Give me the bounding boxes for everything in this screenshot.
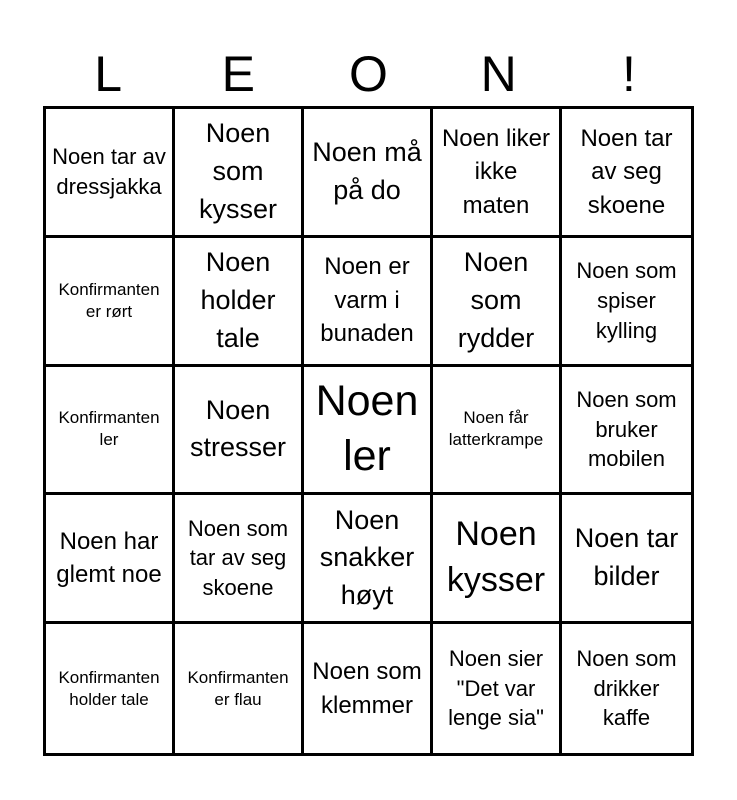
- cell-text: Noen som kysser: [198, 118, 277, 224]
- cell-text: Noen som tar av seg skoene: [187, 515, 289, 601]
- cell-text: Noen stresser: [189, 394, 287, 463]
- title-letter-4: N: [480, 46, 517, 102]
- bingo-cell-r2c2: [175, 238, 304, 367]
- bingo-cell-r4c3: [304, 495, 433, 624]
- bingo-cell-r2c5: [562, 238, 691, 367]
- bingo-cell-r4c1: [46, 495, 175, 624]
- bingo-cell-r3c5: [562, 367, 691, 496]
- bingo-cell-r5c3: [304, 624, 433, 753]
- cell-text: Noen liker ikke maten: [441, 124, 551, 219]
- cell-text: Noen tar av seg skoene: [580, 124, 673, 219]
- cell-text: Noen må på do: [312, 137, 422, 205]
- cell-text: Noen holder tale: [200, 247, 276, 353]
- title-letter-5: !: [621, 46, 636, 102]
- bingo-cell-r1c2: [175, 109, 304, 238]
- bingo-board: [43, 106, 694, 756]
- cell-text: Noen som klemmer: [312, 658, 422, 719]
- cell-text: Noen får latterkrampe: [448, 408, 544, 450]
- cell-text: Noen ler: [315, 376, 419, 481]
- cell-text: Konfirmanten ler: [58, 408, 160, 450]
- cell-text: Noen som drikker kaffe: [576, 646, 677, 731]
- bingo-cell-r2c1: [46, 238, 175, 367]
- bingo-cell-r2c4: [433, 238, 562, 367]
- bingo-cell-r3c4: [433, 367, 562, 496]
- title-letter-2: E: [221, 46, 255, 102]
- bingo-cell-r1c1: [46, 109, 175, 238]
- cell-text: Konfirmanten er flau: [187, 667, 289, 709]
- bingo-cell-r1c3: [304, 109, 433, 238]
- bingo-cell-r5c4: [433, 624, 562, 753]
- cell-text: Noen kysser: [446, 515, 546, 600]
- bingo-cell-r3c2: [175, 367, 304, 496]
- cell-text: Noen er varm i bunaden: [320, 253, 414, 348]
- cell-text: Noen tar av dressjakka: [52, 144, 166, 199]
- cell-text: Noen snakker høyt: [319, 504, 415, 611]
- bingo-cell-r3c1: [46, 367, 175, 496]
- cell-text: Noen som rydder: [457, 247, 535, 353]
- bingo-cell-r5c2: [175, 624, 304, 753]
- cell-text: Noen som spiser kylling: [576, 258, 677, 343]
- cell-text: Noen har glemt noe: [56, 527, 162, 589]
- title-letter-1: L: [94, 46, 122, 102]
- bingo-cell-r4c4: [433, 495, 562, 624]
- bingo-cell-r4c2: [175, 495, 304, 624]
- bingo-cell-r1c5: [562, 109, 691, 238]
- cell-text: Noen som bruker mobilen: [576, 386, 677, 472]
- bingo-cell-r4c5: [562, 495, 691, 624]
- cell-text: Noen sier "Det var lenge sia": [448, 646, 544, 731]
- title-letter-3: O: [349, 46, 388, 102]
- bingo-cell-r2c3: [304, 238, 433, 367]
- cell-text: Noen tar bilder: [574, 523, 679, 592]
- bingo-title: [43, 42, 694, 106]
- bingo-cell-r5c5: [562, 624, 691, 753]
- cell-text: Konfirmanten er rørt: [58, 279, 160, 321]
- bingo-cell-r1c4: [433, 109, 562, 238]
- cell-text: Konfirmanten holder tale: [58, 667, 160, 709]
- bingo-cell-r5c1: [46, 624, 175, 753]
- bingo-cell-r3c3: [304, 367, 433, 496]
